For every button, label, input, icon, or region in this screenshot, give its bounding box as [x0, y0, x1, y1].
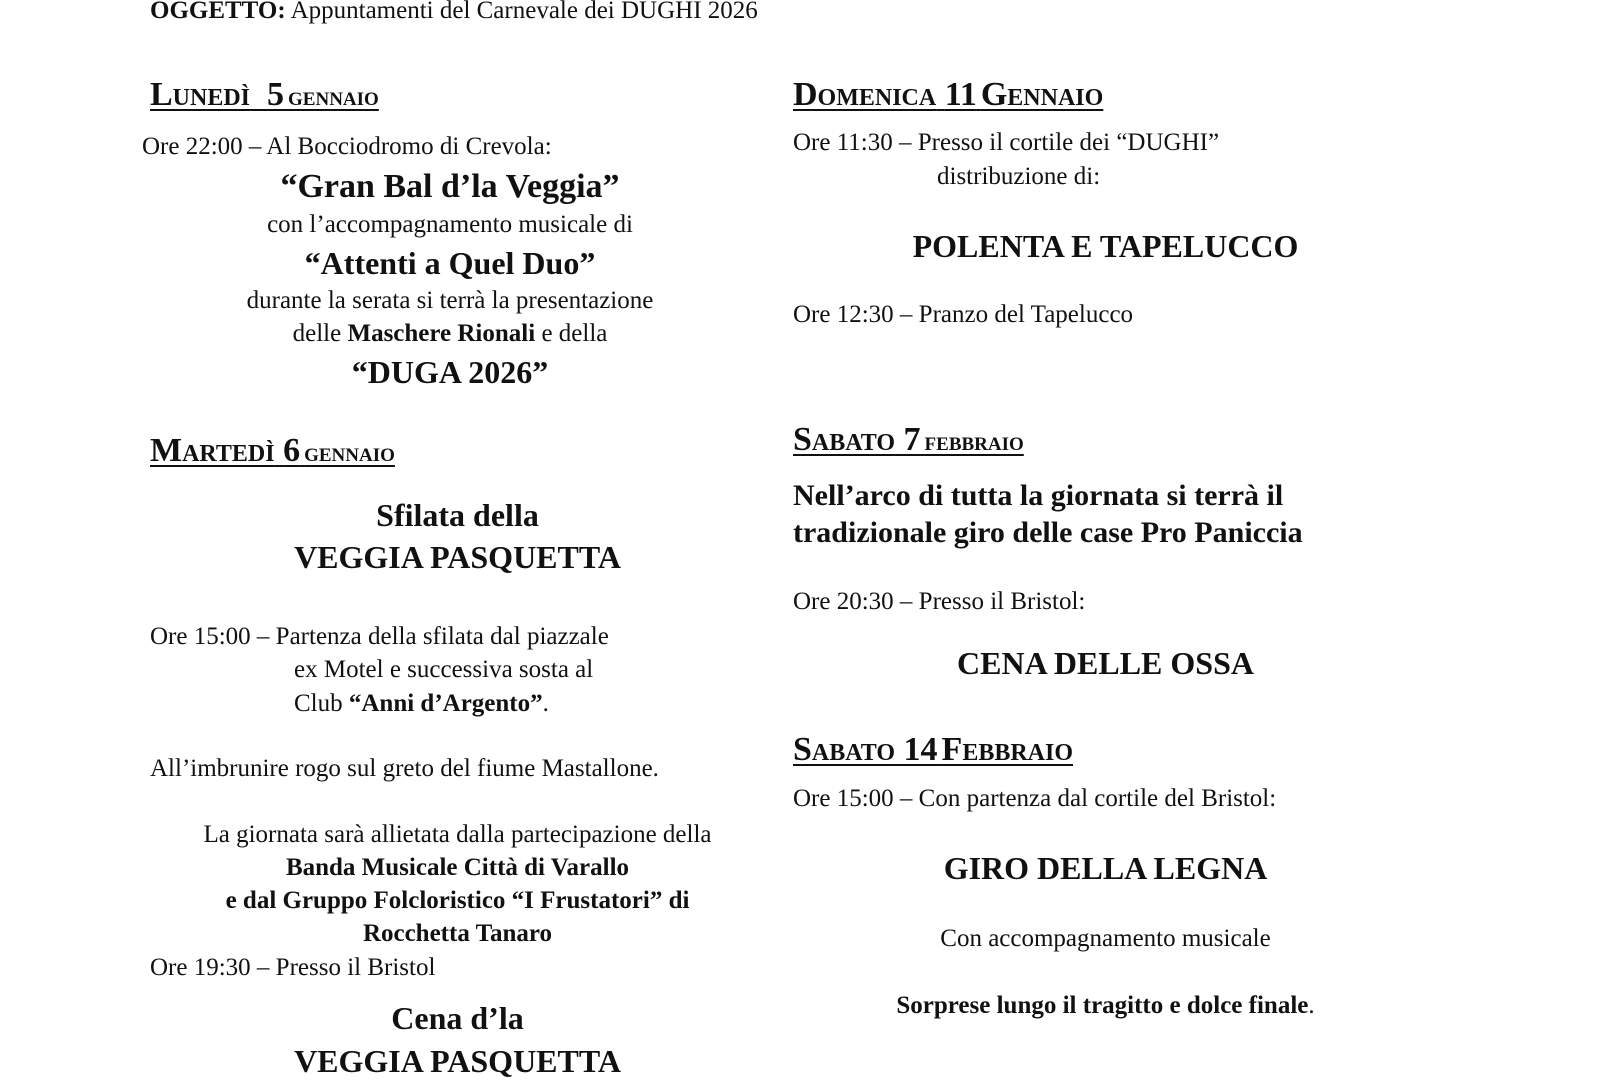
event-title-sfilata-b: VEGGIA PASQUETTA [294, 539, 621, 575]
sfilata-line-1: Ore 15:00 – Partenza della sfilata dal piazzale [150, 623, 609, 650]
event-time-bal: Ore 22:00 – Al Bocciodromo di Crevola: [142, 133, 552, 160]
header-sabato-7-febbraio: Sabato 7 febbraio [793, 421, 1024, 458]
event-sub-maschere: delle Maschere Rionali e della [292, 320, 608, 347]
event-title-cena-b: VEGGIA PASQUETTA [294, 1043, 621, 1079]
legna-time-line: Ore 15:00 – Con partenza dal cortile del Bristol: [793, 785, 1277, 812]
event-title-cena-a: Cena d’la [391, 1000, 524, 1036]
subject-line [150, 0, 758, 26]
paniccia-line-2: tradizionale giro delle case Pro Paniccia [793, 516, 1303, 549]
sfilata-line-3: Club “Anni d’Argento”. [294, 690, 549, 717]
event-title-sfilata-a: Sfilata della [376, 497, 539, 533]
event-duga-title: “DUGA 2026” [351, 354, 549, 390]
event-title-ossa: CENA DELLE OSSA [957, 645, 1254, 681]
event-title-legna: GIRO DELLA LEGNA [943, 850, 1268, 886]
rogo-line: All’imbrunire rogo sul greto del fiume Mastallone. [150, 755, 659, 782]
header-domenica-11-gennaio: Domenica 11 Gennaio [793, 76, 1104, 113]
event-band-name: “Attenti a Quel Duo” [304, 245, 596, 281]
subject-text: Appuntamenti del Carnevale dei DUGHI 2026 [290, 0, 758, 24]
legna-accompagnamento: Con accompagnamento musicale [940, 925, 1271, 952]
polenta-line-1: Ore 11:30 – Presso il cortile dei “DUGHI” [793, 129, 1220, 156]
giornata-line-2: Banda Musicale Città di Varallo [285, 854, 630, 881]
paniccia-line-1: Nell’arco di tutta la giornata si terrà il [793, 479, 1284, 512]
event-title-polenta: POLENTA E TAPELUCCO [912, 228, 1299, 264]
event-title-bal: “Gran Bal d’la Veggia” [280, 168, 620, 205]
subject-label: OGGETTO: [150, 0, 286, 24]
event-sub-accompagnamento: con l’accompagnamento musicale di [267, 211, 633, 238]
sfilata-line-2: ex Motel e successiva sosta al [294, 656, 594, 683]
cena-time-line: Ore 19:30 – Presso il Bristol [150, 954, 436, 981]
header-lunedi-5-gennaio: Lunedì 5 gennaio [150, 76, 379, 113]
ossa-time-line: Ore 20:30 – Presso il Bristol: [793, 588, 1086, 615]
polenta-line-2: distribuzione di: [937, 163, 1101, 190]
header-martedi-6-gennaio: Martedì 6 gennaio [150, 432, 395, 469]
giornata-line-3: e dal Gruppo Folcloristico “I Frustatori” di [225, 887, 690, 914]
giornata-line-1: La giornata sarà allietata dalla partecipazione della [203, 821, 712, 848]
pranzo-line: Ore 12:30 – Pranzo del Tapelucco [793, 301, 1134, 328]
event-sub-presentazione: durante la serata si terrà la presentazione [246, 287, 654, 314]
header-sabato-14-febbraio: Sabato 14 Febbraio [793, 731, 1074, 768]
giornata-line-4: Rocchetta Tanaro [362, 920, 553, 947]
legna-sorprese: Sorprese lungo il tragitto e dolce finale. [896, 992, 1315, 1019]
